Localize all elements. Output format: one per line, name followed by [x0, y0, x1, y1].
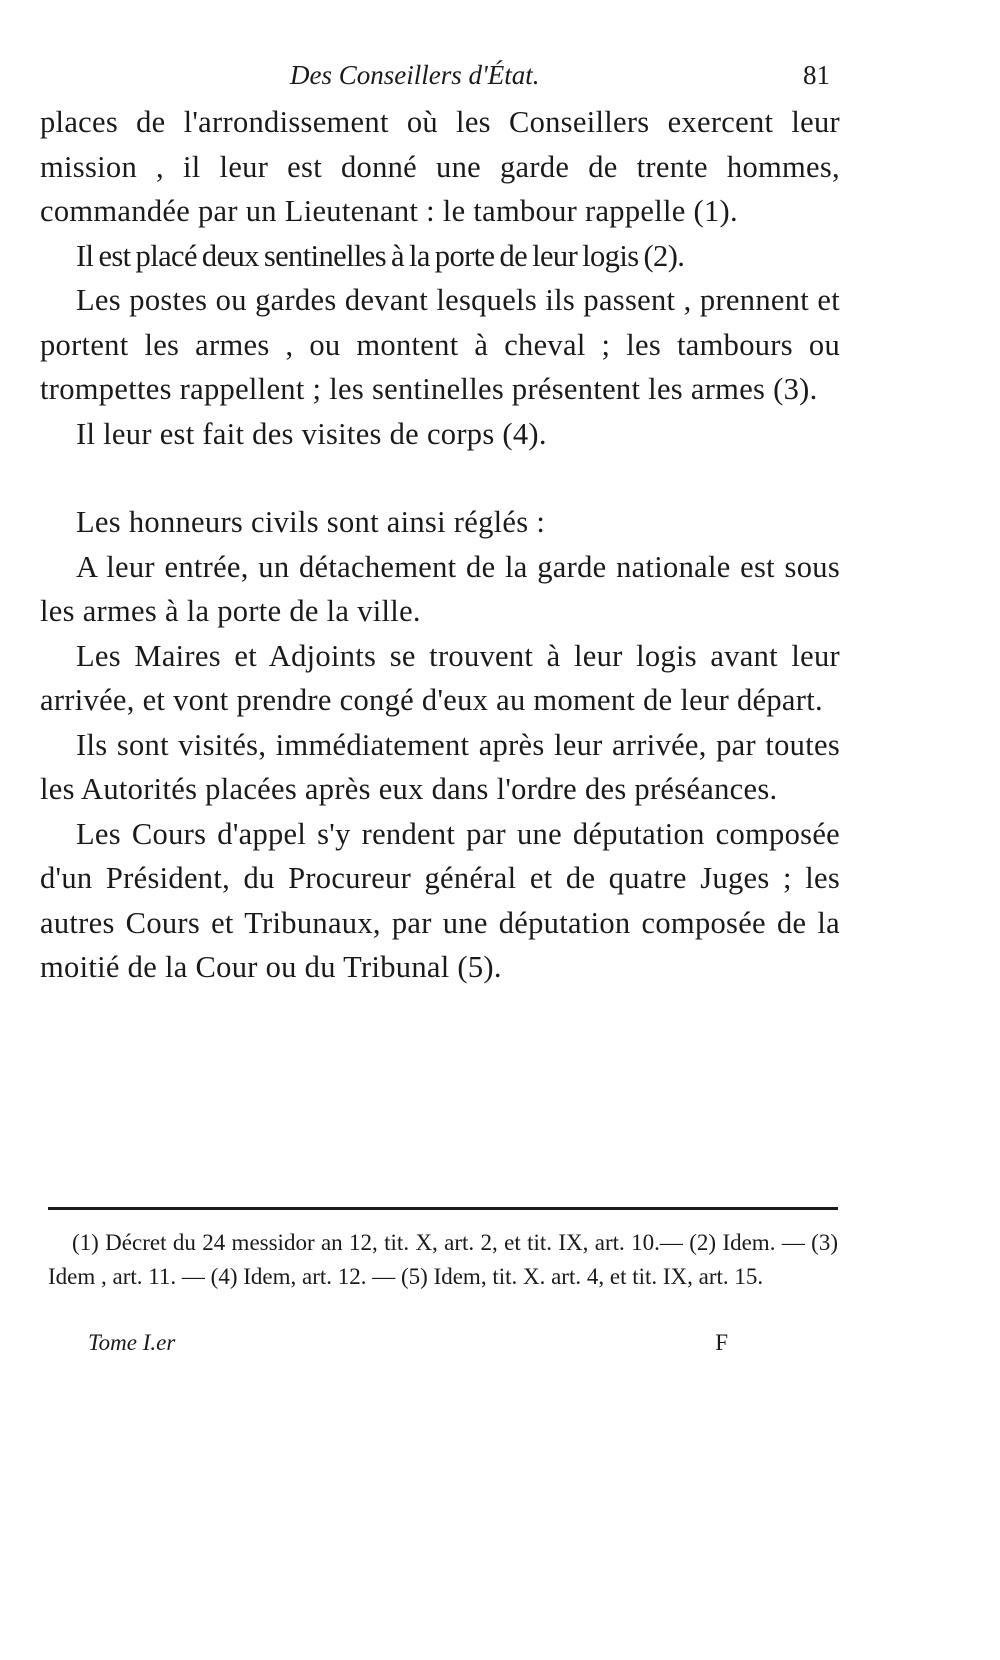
page-number: 81: [803, 60, 830, 90]
paragraph: Les Cours d'appel s'y rendent par une députation composée d'un Président, du Procureur général et de quatre Juges ; les autres Cours et Tribunaux, par une députation composée de la moitié de la Cour ou du Tribunal (5).: [40, 816, 840, 984]
running-title: Des Conseillers d'État.: [290, 60, 540, 90]
paragraph: Les Maires et Adjoints se trouvent à leur logis avant leur arrivée, et vont prendre congé d'eux au moment de leur départ.: [40, 638, 840, 717]
body-text: [40, 100, 840, 990]
running-head: [290, 60, 830, 100]
paragraph-continuation: places de l'arrondissement où les Conseillers exercent leur mission , il leur est donné une garde de trente hommes, commandée par un Lieutenant : le tambour rappelle (1).: [40, 105, 840, 228]
volume-label: Tome I.er: [88, 1330, 176, 1355]
footnote-text: (1) Décret du 24 messidor an 12, tit. X, art. 2, et tit. IX, art. 10.— (2) Idem. — (3) Idem , art. 11. — (4) Idem, art. 12. — (5) Idem, tit. X. art. 4, et tit. IX, art. 15.: [48, 1230, 838, 1289]
paragraph: A leur entrée, un détachement de la garde nationale est sous les armes à la porte de la ville.: [40, 549, 840, 628]
footnote-rule: [48, 1207, 838, 1210]
signature-line: [88, 1330, 728, 1364]
paragraph: Les postes ou gardes devant lesquels ils passent , prennent et portent les armes , ou montent à cheval ; les tambours ou trompettes rappellent ; les sentinelles présentent les armes (3).: [40, 283, 840, 406]
paragraph: Il est placé deux sentinelles à la porte de leur logis (2).: [76, 238, 685, 273]
footnotes: [48, 1226, 838, 1294]
signature-mark: F: [715, 1330, 728, 1355]
section-heading-paragraph: Les honneurs civils sont ainsi réglés :: [76, 505, 546, 539]
paragraph: Ils sont visités, immédiatement après leur arrivée, par toutes les Autorités placées après eux dans l'ordre des préséances.: [40, 727, 840, 806]
paragraph: Il leur est fait des visites de corps (4).: [76, 416, 547, 451]
